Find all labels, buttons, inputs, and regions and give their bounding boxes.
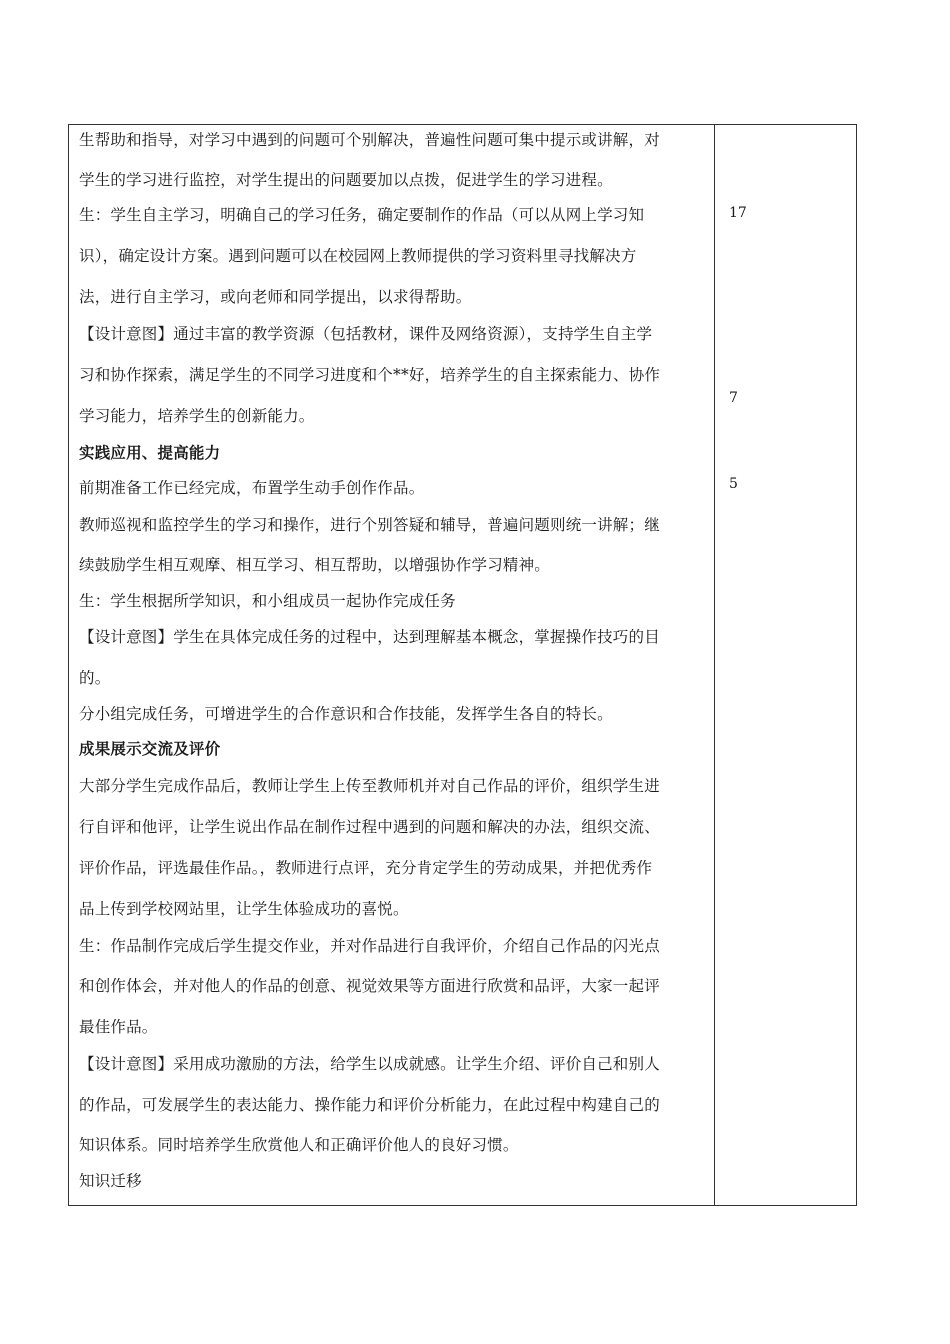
- text-line: 识），确定设计方案。遇到问题可以在校园网上教师提供的学习资料里寻找解决方: [79, 247, 637, 265]
- text-line: 品上传到学校网站里，让学生体验成功的喜悦。: [79, 900, 409, 918]
- text-line: 学生的学习进行监控，对学生提出的问题要加以点拨，促进学生的学习进程。: [79, 171, 613, 189]
- text-line: 最佳作品。: [79, 1018, 158, 1036]
- text-line: 生：作品制作完成后学生提交作业，并对作品进行自我评价，介绍自己作品的闪光点: [79, 937, 660, 955]
- text-line: 知识体系。同时培养学生欣赏他人和正确评价他人的良好习惯。: [79, 1136, 519, 1154]
- text-line: 的作品，可发展学生的表达能力、操作能力和评价分析能力，在此过程中构建自己的: [79, 1096, 660, 1114]
- section-heading-showcase: 成果展示交流及评价: [79, 739, 221, 758]
- text-line: 续鼓励学生相互观摩、相互学习、相互帮助，以增强协作学习精神。: [79, 556, 551, 574]
- text-line: 教师巡视和监控学生的学习和操作，进行个别答疑和辅导，普遍问题则统一讲解；继: [79, 516, 660, 534]
- time-value: 17: [729, 205, 747, 221]
- text-line: 生：学生自主学习，明确自己的学习任务，确定要制作的作品（可以从网上学习知: [79, 206, 645, 224]
- time-value: 7: [729, 390, 738, 406]
- text-line: 法，进行自主学习，或向老师和同学提出，以求得帮助。: [79, 288, 472, 306]
- text-line: 前期准备工作已经完成，布置学生动手创作作品。: [79, 479, 425, 497]
- text-line: 生：学生根据所学知识，和小组成员一起协作完成任务: [79, 592, 456, 610]
- text-line: 行自评和他评，让学生说出作品在制作过程中遇到的问题和解决的办法，组织交流、: [79, 818, 660, 836]
- text-line: 生帮助和指导，对学习中遇到的问题可个别解决，普遍性问题可集中提示或讲解，对: [79, 131, 660, 149]
- text-line: 【设计意图】通过丰富的教学资源（包括教材，课件及网络资源），支持学生自主学: [79, 325, 653, 343]
- text-line: 【设计意图】学生在具体完成任务的过程中，达到理解基本概念，掌握操作技巧的目: [79, 628, 660, 646]
- text-line: 大部分学生完成作品后，教师让学生上传至教师机并对自己作品的评价，组织学生进: [79, 777, 660, 795]
- text-line: 分小组完成任务，可增进学生的合作意识和合作技能，发挥学生各自的特长。: [79, 705, 613, 723]
- time-value: 5: [729, 476, 738, 492]
- section-heading-practice: 实践应用、提高能力: [79, 443, 221, 462]
- lesson-plan-table: [68, 124, 857, 1206]
- text-line: 学习能力，培养学生的创新能力。: [79, 407, 315, 425]
- text-line: 【设计意图】采用成功激励的方法，给学生以成就感。让学生介绍、评价自己和别人: [79, 1055, 660, 1073]
- text-line: 的。: [79, 669, 111, 687]
- text-line: 知识迁移: [79, 1172, 142, 1190]
- text-line: 评价作品，评选最佳作品。，教师进行点评，充分肯定学生的劳动成果，并把优秀作: [79, 859, 653, 877]
- text-line: 和创作体会，并对他人的作品的创意、视觉效果等方面进行欣赏和品评，大家一起评: [79, 977, 660, 995]
- column-divider: [714, 125, 715, 1205]
- text-line: 习和协作探索，满足学生的不同学习进度和个**好，培养学生的自主探索能力、协作: [79, 366, 661, 384]
